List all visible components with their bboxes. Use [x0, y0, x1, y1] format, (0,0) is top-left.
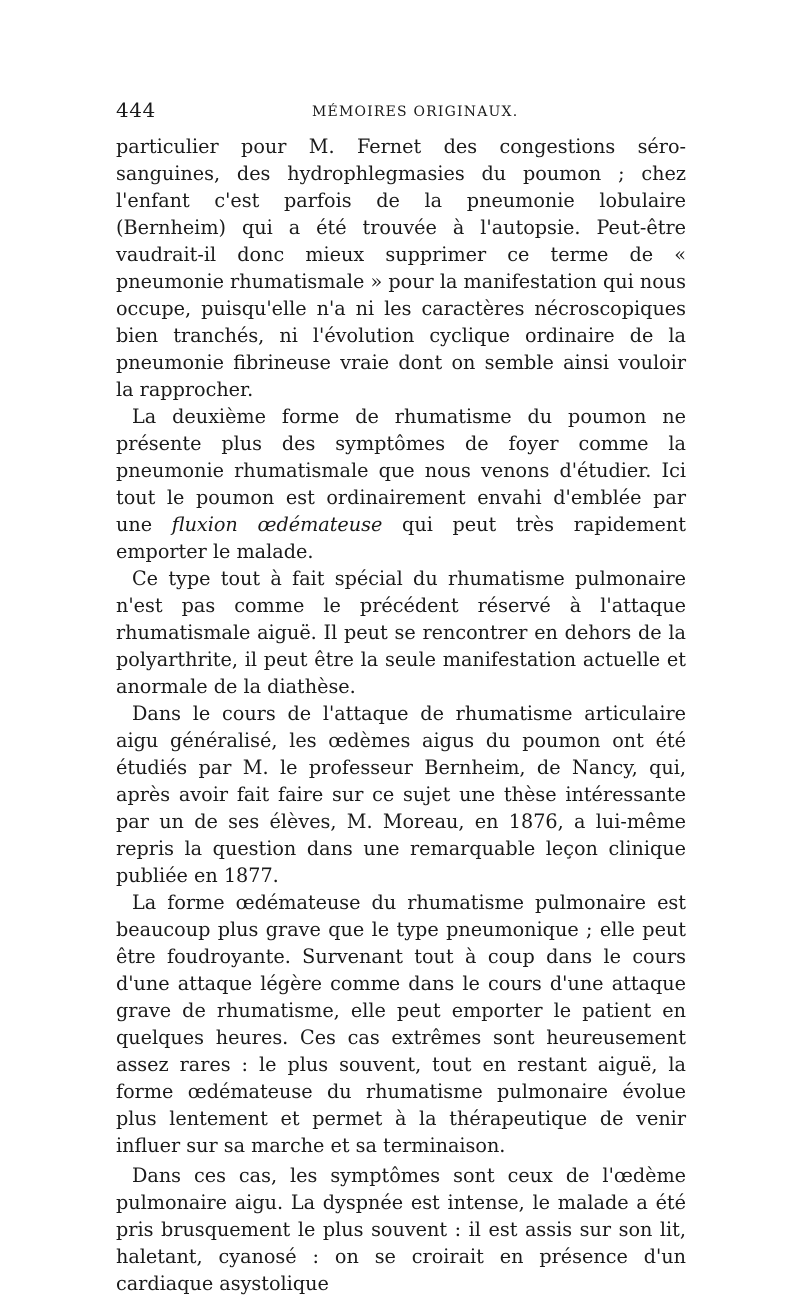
paragraph-2-emphasis: fluxion œdémateuse [171, 513, 383, 536]
paragraph-1: particulier pour M. Fernet des congestions séro-sanguines, des hydrophlegmasies du poumon ; chez l'enfant c'est parfois de la pneumonie lobulaire (Bernheim) qui a été trouvée à l'autopsie. Peut-être vaudrait-il donc mieux supprimer ce terme de « pneumonie rhumatismale » pour la manifestation qui nous occupe, puisqu'elle n'a ni les caractères nécroscopiques bien tranchés, ni l'évolution cyclique ordinaire de la pneumonie fibrineuse vraie dont on semble ainsi vouloir la rapprocher. [116, 135, 686, 401]
paragraph-5: La forme œdémateuse du rhumatisme pulmonaire est beaucoup plus grave que le type pneumonique ; elle peut être foudroyante. Survenant tout à coup dans le cours d'une attaque légère comme dans le cours d'une attaque grave de rhumatisme, elle peut emporter le patient en quelques heures. Ces cas extrêmes sont heureusement assez rares : le plus souvent, tout en restant aiguë, la forme œdémateuse du rhumatisme pulmonaire évolue plus lentement et permet à la thérapeutique de venir influer sur sa marche et sa terminaison. [116, 891, 686, 1157]
running-head: MÉMOIRES ORIGINAUX. [312, 104, 519, 120]
page-number: 444 [116, 98, 156, 122]
body-text [116, 133, 686, 1297]
paragraph-3: Ce type tout à fait spécial du rhumatisme pulmonaire n'est pas comme le précédent réservé à l'attaque rhumatismale aiguë. Il peut se rencontrer en dehors de la polyarthrite, il peut être la seule manifestation actuelle et anormale de la diathèse. [116, 567, 686, 698]
paragraph-6: Dans ces cas, les symptômes sont ceux de l'œdème pulmonaire aigu. La dyspnée est intense, le malade a été pris brusquement le plus souvent : il est assis sur son lit, haletant, cyanosé : on se croirait en présence d'un cardiaque asystolique [116, 1164, 686, 1295]
paragraph-2-before: La deuxième forme de rhumatisme du poumon ne présente plus des symptômes de foyer comme la pneumonie rhumatismale que nous venons d'étudier. Ici tout le poumon est ordinairement envahi d'emblée par une [116, 405, 686, 536]
paragraph-2-after: qui peut très rapidement emporter le malade. [116, 513, 686, 563]
paragraph-4: Dans le cours de l'attaque de rhumatisme articulaire aigu généralisé, les œdèmes aigus du poumon ont été étudiés par M. le professeur Bernheim, de Nancy, qui, après avoir fait faire sur ce sujet une thèse intéressante par un de ses élèves, M. Moreau, en 1876, a lui-même repris la question dans une remarquable leçon clinique publiée en 1877. [116, 702, 686, 887]
page-header [116, 98, 686, 126]
paragraph-2 [116, 403, 686, 565]
